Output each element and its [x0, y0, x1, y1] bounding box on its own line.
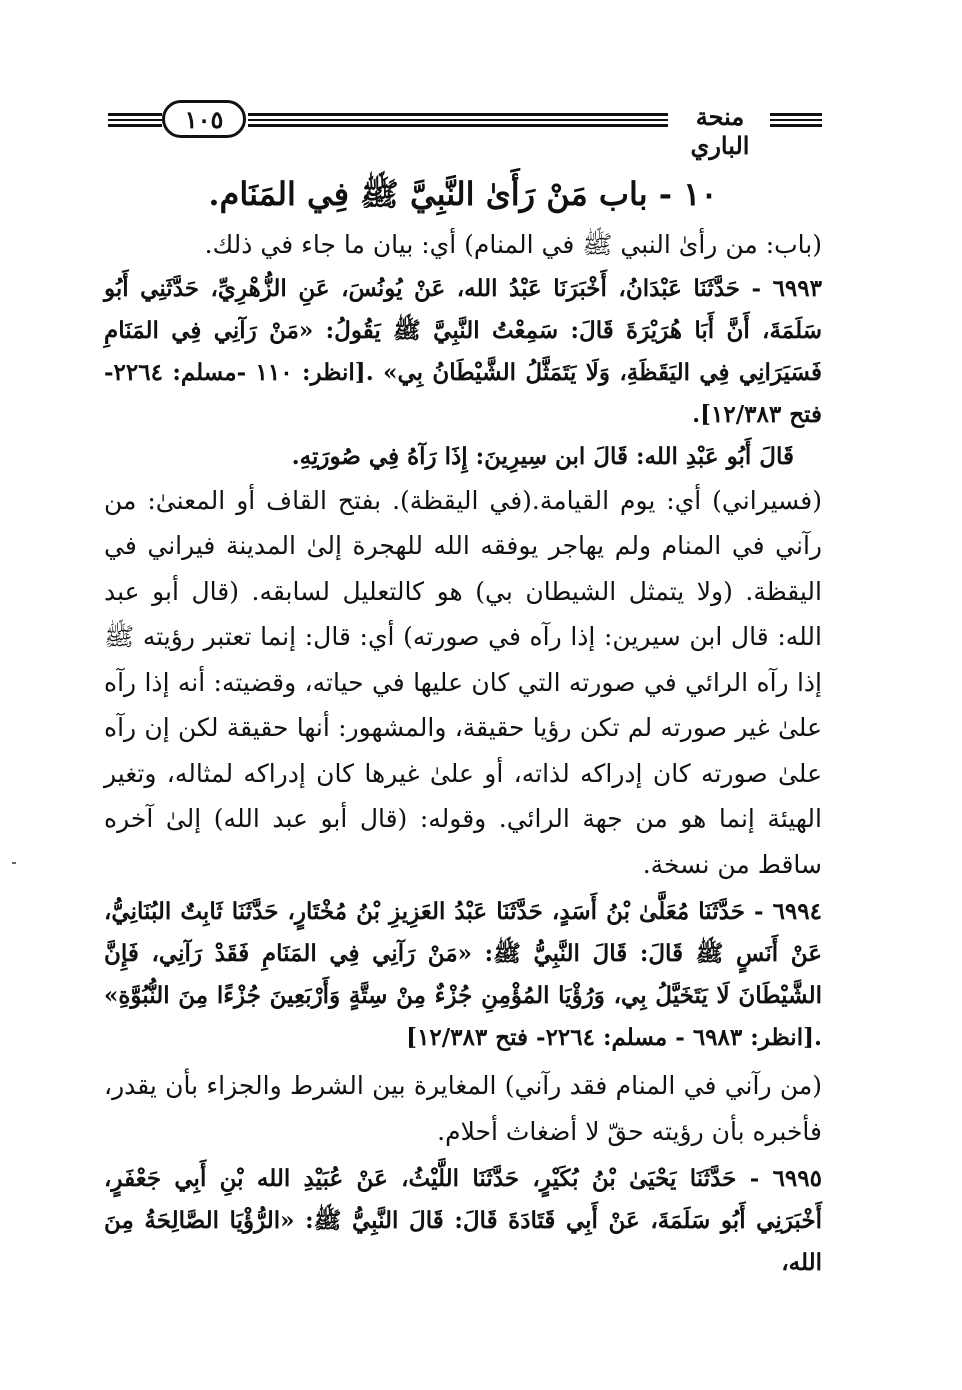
header-rule-middle: [248, 113, 668, 127]
hadith-note: قَالَ أَبُو عَبْدِ الله: قَالَ ابن سِيرِينَ: إِذَا رَآهُ فِي صُورَتِهِ.: [291, 442, 794, 470]
commentary-6994: (من رآني في المنام فقد رآني) المغايرة بين الشرط والجزاء بأن يقدر، فأخبره بأن رؤيته حقّ لا أضغاث أحلام.: [104, 1071, 822, 1146]
page-body: [104, 168, 822, 1284]
commentary-6993: (فسيراني) أي: يوم القيامة.(في اليقظة). بفتح القاف أو المعنىٰ: من رآني في المنام ولم يهاجر يوفقه الله للهجرة إلىٰ المدينة فيراني في اليقظة. (ولا يتمثل الشيطان بي) هو كالتعليل لسابقه. (قال أبو عبد الله: قال ابن سيرين: إذا رآه في صورته) أي: قال: إنما تعتبر رؤيته ﷺ إذا رآه الرائي في صورته التي كان عليها في حياته، وقضيته: أنه إذا رآه علىٰ غير صورته لم تكن رؤيا حقيقة، والمشهور: أنها حقيقة لكن إن رآه علىٰ صورته كان إدراكه لذاته، أو علىٰ غيرها كان إدراكه لمثاله، وتغير الهيئة إنما هو من جهة الرائي. وقوله: (قال أبو عبد الله) إلىٰ آخره ساقط من نسخة.: [104, 485, 822, 879]
margin-mark: [12, 862, 16, 864]
chapter-title: ١٠ - باب مَنْ رَأَىٰ النَّبِيَّ ﷺ فِي المَنَام.: [208, 175, 718, 213]
header-rule-left: [108, 113, 162, 127]
header-rule-right: [770, 113, 822, 127]
page-number: ١٠٥: [162, 100, 246, 138]
commentary-intro: (باب: من رأىٰ النبي ﷺ في المنام) أي: بيان ما جاء في ذلك.: [204, 230, 822, 259]
hadith-6993: ٦٩٩٣ - حَدَّثَنَا عَبْدَانُ، أَخْبَرَنَا عَبْدُ الله، عَنْ يُونُسَ، عَنِ الزُّهْرِيِّ، حَدَّثَنِي أَبُو سَلَمَةَ، أَنَّ أَبَا هُرَيْرَةَ قَالَ: سَمِعْتُ النَّبِيَّ ﷺ يَقُولُ: «مَنْ رَآنِي فِي المَنَامِ فَسَيَرَانِي فِي اليَقَظَةِ، وَلَا يَتَمَثَّلُ الشَّيْطَانُ بِي» .[انظر: ١١٠ -مسلم: ٢٢٦٤- فتح ١٢/٣٨٣].: [104, 274, 822, 428]
running-title: منحة الباري: [690, 102, 750, 160]
hadith-6994: ٦٩٩٤ - حَدَّثَنَا مُعَلَّىٰ بْنُ أَسَدٍ، حَدَّثَنَا عَبْدُ العَزِيزِ بْنُ مُخْتَارٍ، حَدَّثَنَا ثَابِتٌ البُنَانِيُّ، عَنْ أَنَسٍ ﷺ قَالَ: قَالَ النَّبِيُّ ﷺ: «مَنْ رَآنِي فِي المَنَامِ فَقَدْ رَآنِي، فَإِنَّ الشَّيْطَانَ لَا يَتَخَيَّلُ بِي، وَرُؤْيَا المُؤْمِنِ جُزْءٌ مِنْ سِتَّةٍ وَأَرْبَعِينَ جُزْءًا مِنَ النُّبُوَّةِ» .[انظر: ٦٩٨٣ - مسلم: ٢٢٦٤- فتح ١٢/٣٨٣]: [104, 898, 822, 1051]
hadith-6995: ٦٩٩٥ - حَدَّثَنَا يَحْيَىٰ بْنُ بُكَيْرٍ، حَدَّثَنَا اللَّيْثُ، عَنْ عُبَيْدِ الله بْنِ أَبِي جَعْفَرٍ، أَخْبَرَنِي أَبُو سَلَمَةَ، عَنْ أَبِي قَتَادَةَ قَالَ: قَالَ النَّبِيُّ ﷺ: «الرُّؤْيَا الصَّالِحَةُ مِنَ الله،: [104, 1165, 822, 1276]
page-header: [108, 96, 822, 160]
